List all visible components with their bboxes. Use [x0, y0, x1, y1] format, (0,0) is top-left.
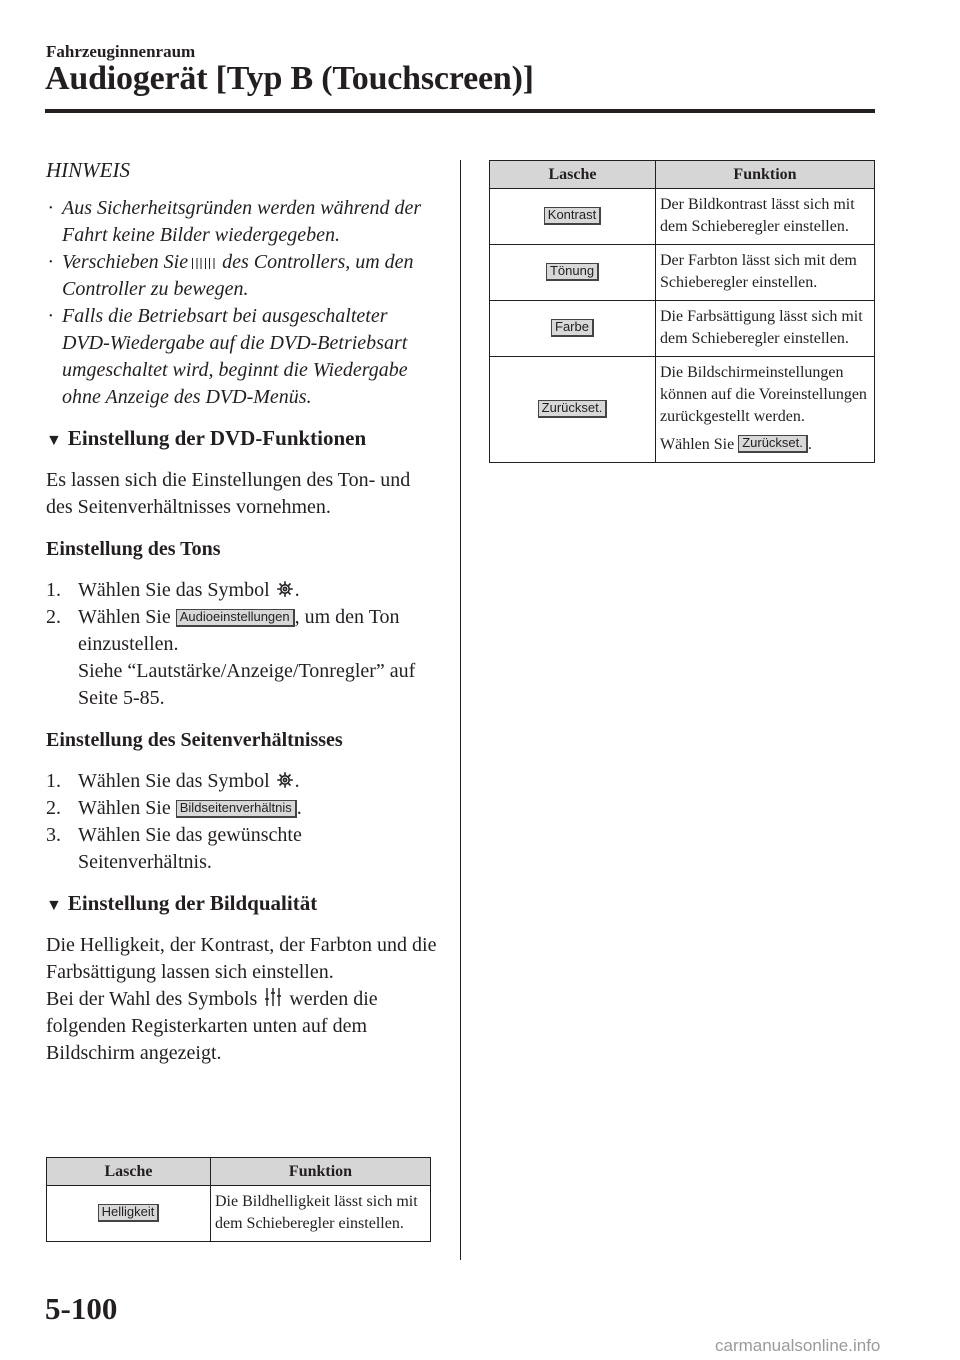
- quality-section-heading: ▼ Einstellung der Bildqualität: [46, 891, 318, 915]
- table-header-function: Funktion: [656, 161, 875, 189]
- gear-icon: [276, 771, 294, 789]
- table-row: [490, 357, 875, 463]
- tone-step-2: 2. Wählen Sie Audioeinstellungen , um den Ton einzustellen. Siehe “Lautstärke/Anzeige/Tonregler” auf Seite 5-85.: [46, 604, 438, 712]
- dvd-section-heading: ▼ Einstellung der DVD-Funktionen: [46, 426, 367, 450]
- note-item: · Verschieben Sie des Controllers, um den Controller zu bewegen.: [48, 251, 414, 300]
- row-description: Die Bildhelligkeit lässt sich mit dem Schieberegler einstellen.: [211, 1186, 431, 1242]
- left-column: [46, 157, 438, 1067]
- tab-brightness[interactable]: Helligkeit: [98, 1204, 160, 1222]
- triangle-marker-icon: ▼: [46, 897, 62, 914]
- quality-tab-table-right: [489, 160, 875, 463]
- ratio-step-2: 2. Wählen Sie Bildseitenverhältnis .: [46, 797, 302, 819]
- audio-settings-button[interactable]: Audioeinstellungen: [176, 609, 295, 627]
- table-row: [47, 1186, 431, 1242]
- column-divider: [460, 160, 461, 1260]
- tab-reset[interactable]: Zurückset.: [538, 400, 608, 418]
- table-header-tab: Lasche: [490, 161, 656, 189]
- note-heading: HINWEIS: [46, 158, 130, 182]
- controller-bars-icon: [192, 258, 218, 269]
- row-description: Die Bildschirmeinstellungen können auf die Voreinstellungen zurückgestellt werden. Wählen Sie Zurückset. .: [656, 357, 875, 463]
- tone-reference: Siehe “Lautstärke/Anzeige/Tonregler” auf Seite 5-85.: [78, 660, 416, 709]
- equalizer-icon: [264, 987, 282, 1007]
- watermark: carmanualsonline.info: [715, 1336, 881, 1355]
- table-row: [490, 301, 875, 357]
- tone-heading: Einstellung des Tons: [46, 538, 221, 560]
- quality-tab-table-left: [46, 1157, 431, 1242]
- ratio-step-3: 3. Wählen Sie das gewünschte Seitenverhältnis.: [46, 824, 302, 873]
- tone-step-1: 1. Wählen Sie das Symbol .: [46, 579, 300, 601]
- section-label: Fahrzeuginnenraum: [46, 42, 196, 61]
- page-number: 5-100: [45, 1291, 118, 1326]
- note-item: · Aus Sicherheitsgründen werden während der Fahrt keine Bilder wiedergegeben.: [48, 197, 422, 246]
- ratio-step-1: 1. Wählen Sie das Symbol .: [46, 770, 300, 792]
- table-row: [490, 245, 875, 301]
- table-row: [490, 189, 875, 245]
- reset-button[interactable]: Zurückset.: [738, 435, 808, 453]
- triangle-marker-icon: ▼: [46, 432, 62, 449]
- ratio-steps: [46, 768, 438, 876]
- tab-tint[interactable]: Tönung: [546, 263, 599, 281]
- title-rule: [45, 109, 875, 113]
- gear-icon: [276, 580, 294, 598]
- quality-intro: Die Helligkeit, der Kontrast, der Farbton und die Farbsättigung lassen sich einstellen.: [46, 934, 437, 983]
- tab-color[interactable]: Farbe: [551, 319, 594, 337]
- aspect-ratio-button[interactable]: Bildseitenverhältnis: [176, 800, 297, 818]
- row-description: Die Farbsättigung lässt sich mit dem Schieberegler einstellen.: [656, 301, 875, 357]
- dvd-intro: Es lassen sich die Einstellungen des Ton- und des Seitenverhältnisses vornehmen.: [46, 469, 411, 518]
- quality-symbol-text: Bei der Wahl des Symbols werden die folgenden Registerkarten unten auf dem Bildschirm angezeigt.: [46, 988, 378, 1064]
- tab-contrast[interactable]: Kontrast: [544, 207, 601, 225]
- note-item: · Falls die Betriebsart bei ausgeschalteter DVD-Wiedergabe auf die DVD-Betriebsart umgeschaltet wird, beginnt die Wiedergabe ohne Anzeige des DVD-Menüs.: [48, 305, 408, 408]
- tone-steps: [46, 577, 438, 712]
- page-title: Audiogerät [Typ B (Touchscreen)]: [45, 60, 534, 97]
- row-description: Der Bildkontrast lässt sich mit dem Schieberegler einstellen.: [656, 189, 875, 245]
- row-description: Der Farbton lässt sich mit dem Schieberegler einstellen.: [656, 245, 875, 301]
- note-list: [46, 195, 438, 411]
- table-header-tab: Lasche: [47, 1158, 211, 1186]
- ratio-heading: Einstellung des Seitenverhältnisses: [46, 729, 343, 751]
- table-header-function: Funktion: [211, 1158, 431, 1186]
